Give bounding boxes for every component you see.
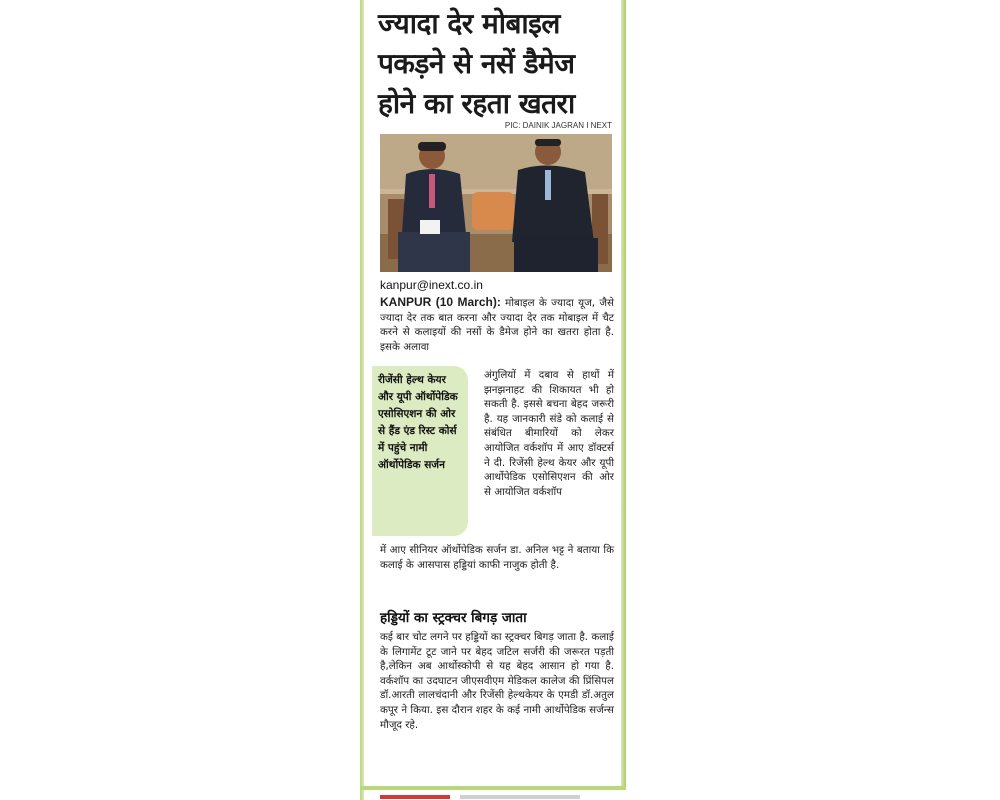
article-photo-illustration: [380, 134, 612, 272]
reporter-email[interactable]: kanpur@inext.co.in: [380, 278, 483, 292]
dateline: KANPUR (10 March):: [380, 295, 501, 309]
pull-quote-text: रीजेंसी हेल्थ केयर और यूपी ऑर्थोपेडिक एसोसिएशन की ओर से हैंड एंड रिस्ट कोर्स में पहुंचे नामी ऑर्थोपेडिक सर्जन: [378, 374, 458, 471]
lead-paragraph: [380, 295, 614, 354]
page-frame-right: [621, 0, 626, 790]
article-column: [372, 0, 618, 786]
pull-quote-box: [372, 366, 468, 536]
headline: ज्यादा देर मोबाइल पकड़ने से नसें डैमेज होने का रहता खतरा: [378, 7, 575, 120]
footer-grey-bar: [460, 795, 580, 799]
footer-red-bar: [380, 795, 450, 799]
section-paragraph: कई बार चोट लगने पर हड्डियों का स्ट्रक्चर बिगड़ जाता है. कलाई के लिगामेंट टूट जाने पर बेहद जटिल सर्जरी की जरूरत पड़ती है,लेकिन अब आर्थोस्कोपी से यह बेहद आसान हो गया है. वर्कशॉप का उदघाटन जीएसवीएम मेडिकल कालेज की प्रिंसिपल डॉ.आरती लालचंदानी और रिजेंसी हेल्थकेयर के एमडी डॉ.अतुल कपूर ने किया. इस दौरान शहर के कई नामी आर्थोपेडिक सर्जन्स मौजूद रहे.: [380, 631, 614, 731]
body-paragraph-continued: में आए सीनियर ऑर्थोपेडिक सर्जन डा. अनिल भट्ट ने बताया कि कलाई के आसपास हड्डियां काफी नाजुक होती है.: [380, 544, 614, 571]
photo-credit: PIC: DAINIK JAGRAN I NEXT: [504, 121, 612, 130]
body-paragraph-wrapped: अंगुलियों में दबाव से हाथों में झनझनाहट की शिकायत भी हो सकती है. इससे बचना बेहद जरूरी है. यह जानकारी संडे को कलाई से संबंधित बीमारियों को लेकर आयोजित वर्कशॉप में आए डॉक्टर्स ने दी. रिजेंसी हेल्थ केयर और यूपी आर्थोपेडिक एसोसिएशन की ओर से आयोजित वर्कशॉप: [484, 369, 614, 498]
next-page-strip: [380, 793, 610, 800]
page-frame-left: [360, 0, 364, 800]
article-photo: [380, 134, 612, 272]
page-frame-bottom: [360, 786, 626, 790]
lead-text: मोबाइल के ज्यादा यूज, जैसे ज्यादा देर तक बात करना और ज्यादा देर तक मोबाइल में चैट करने से कलाइयों की नसों के डैमेज होने का खतरा होता है. इसके अलावा: [380, 297, 614, 353]
section-subheading: हड्डियों का स्ट्रक्चर बिगड़ जाता: [380, 610, 527, 626]
